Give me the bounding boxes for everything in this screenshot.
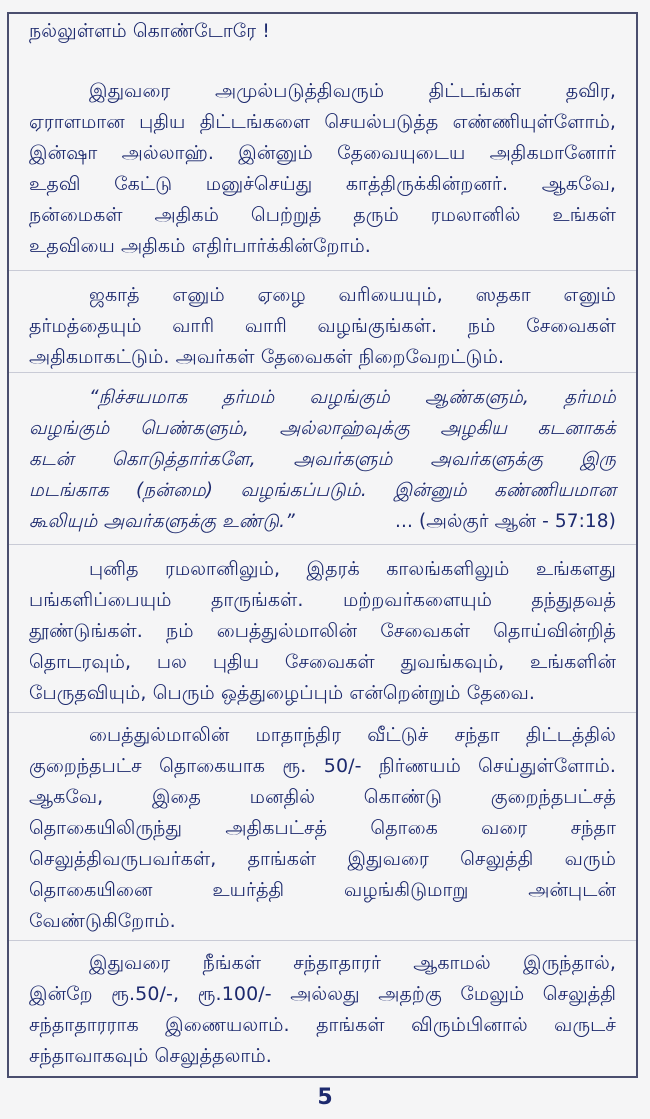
divider [9,544,636,545]
quote-reference: ... (அல்குர் ஆன் - 57:18) [395,511,616,532]
paragraph-line: குறைந்தபட்ச தொகையாக ரூ. 50/- நிர்ணயம் செய்துள்ளோம். [29,755,616,777]
paragraph-line: புனித ரமலானிலும், இதரக் காலங்களிலும் உங்களது [89,558,616,580]
quote-line: வழங்கும் பெண்களும், அல்லாஹ்வுக்கு அழகிய கடனாகக் [29,418,616,439]
paragraph-line: தொகையினை உயர்த்தி வழங்கிடுமாறு அன்புடன் [29,879,616,901]
paragraph-line: வேண்டுகிறோம். [29,910,176,932]
paragraph-line: இதுவரை நீங்கள் சந்தாதாரர் ஆகாமல் இருந்தால், [89,952,616,974]
salutation-block [15,16,630,47]
paragraph-1 [15,76,630,262]
paragraph-line: தூண்டுங்கள். நம் பைத்துல்மாலின் சேவைகள் தொய்வின்றித் [29,620,616,642]
paragraph-4 [15,720,630,937]
quote-line: “நிச்சயமாக தர்மம் வழங்கும் ஆண்களும், தர்மம் [89,387,616,408]
paragraph-line: உதவியை அதிகம் எதிர்பார்க்கின்றோம். [29,235,371,257]
paragraph-line: பைத்துல்மாலின் மாதாந்திர வீட்டுச் சந்தா திட்டத்தில் [89,724,616,746]
paragraph-line: தர்மத்தையும் வாரி வாரி வழங்குங்கள். நம் சேவைகள் [29,315,616,337]
paragraph-line: பேருதவியும், பெரும் ஒத்துழைப்பும் என்றென்றும் தேவை. [29,682,536,704]
paragraph-line: சந்தாதாரராக இணையலாம். தாங்கள் விரும்பினால் வருடச் [29,1014,616,1036]
paragraph-2 [15,280,630,373]
paragraph-line: நன்மைகள் அதிகம் பெற்றுத் தரும் ரமலானில் உங்கள் [29,204,616,226]
quote-line-last [29,506,616,537]
divider [9,712,636,713]
paragraph-line: ஏராளமான புதிய திட்டங்களை செயல்படுத்த எண்ணியுள்ளோம், [29,111,616,133]
quote-line: மடங்காக (நன்மை) வழங்கப்படும். இன்னும் கண்ணியமான [29,480,616,501]
paragraph-line: இன்றே ரூ.50/-, ரூ.100/- அல்லது அதற்கு மேலும் செலுத்தி [29,983,616,1005]
paragraph-line: தொடரவும், பல புதிய சேவைகள் துவங்கவும், உங்களின் [29,651,616,673]
paragraph-3 [15,554,630,709]
paragraph-5 [15,948,630,1072]
paragraph-line: உதவி கேட்டு மனுச்செய்து காத்திருக்கின்றனர். ஆகவே, [29,173,616,195]
paragraph-line: செலுத்திவருபவர்கள், தாங்கள் இதுவரை செலுத்தி வரும் [29,848,616,870]
salutation: நல்லுள்ளம் கொண்டோரே ! [29,20,270,42]
paragraph-line: இன்ஷா அல்லாஹ். இன்னும் தேவையுடைய அதிகமானோர் [29,142,616,164]
page-frame [7,12,638,1078]
page-number: 5 [317,1085,333,1110]
quote-line: கடன் கொடுத்தார்களே, அவர்களும் அவர்களுக்கு இரு [29,449,616,470]
quote-text: கூலியும் அவர்களுக்கு உண்டு.” [29,511,295,532]
paragraph-line: இதுவரை அமுல்படுத்திவரும் திட்டங்கள் தவிர, [89,80,616,102]
paragraph-line: தொகையிலிருந்து அதிகபட்சத் தொகை வரை சந்தா [29,817,616,839]
paragraph-line: பங்களிப்பையும் தாருங்கள். மற்றவர்களையும் தந்துதவத் [29,589,616,611]
paragraph-line: சந்தாவாகவும் செலுத்தலாம். [29,1045,272,1067]
divider [9,940,636,941]
quote-block [15,382,630,537]
paragraph-line: அதிகமாகட்டும். அவர்கள் தேவைகள் நிறைவேறட்டும். [29,346,505,368]
divider [9,270,636,271]
paragraph-line: ஜகாத் எனும் ஏழை வரியையும், ஸதகா எனும் [89,284,616,306]
paragraph-line: ஆகவே, இதை மனதில் கொண்டு குறைந்தபட்சத் [29,786,616,808]
divider [9,372,636,373]
